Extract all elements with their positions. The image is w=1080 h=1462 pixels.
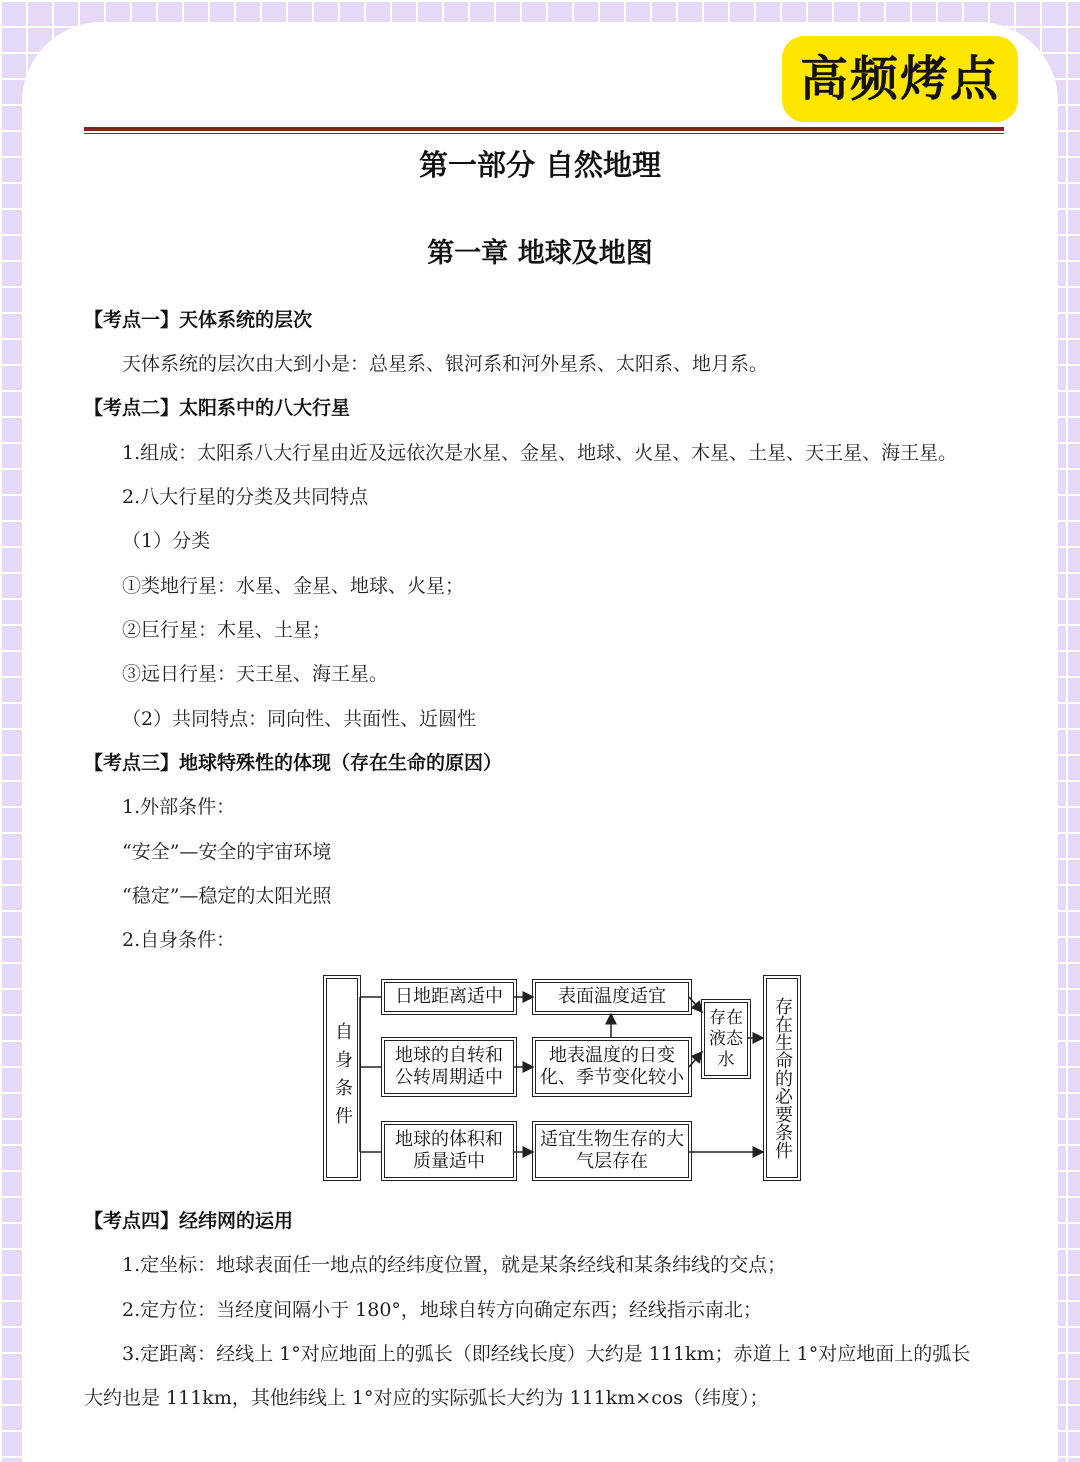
liquid-water-box	[704, 1002, 748, 1076]
rotation-period-box	[384, 1040, 514, 1094]
atmosphere-box	[535, 1124, 689, 1178]
life-conditions-label: 存在生命的必要条件	[772, 997, 793, 1159]
sun-distance-label: 日地距离适中	[395, 986, 503, 1007]
section2-item: ②巨行星：木星、土星；	[122, 619, 332, 641]
section2-item: ①类地行星：水星、金星、地球、火星；	[122, 575, 465, 597]
section2-item: 2.八大行星的分类及共同特点	[122, 486, 369, 508]
section2-heading: 【考点二】太阳系中的八大行星	[84, 397, 351, 419]
section1-heading: 【考点一】天体系统的层次	[84, 309, 313, 331]
section4-heading: 【考点四】经纬网的运用	[84, 1210, 294, 1232]
section3-heading: 【考点三】地球特殊性的体现（存在生命的原因）	[84, 752, 503, 774]
section4-item: 2.定方位：当经度间隔小于 180°，地球自转方向确定东西；经线指示南北；	[122, 1299, 762, 1321]
volume-mass-box	[384, 1124, 514, 1178]
atmosphere-label: 适宜生物生存的大气层存在	[540, 1129, 684, 1172]
temp-variation-label: 地表温度的日变化、季节变化较小	[540, 1045, 684, 1088]
rotation-period-label: 地球的自转和公转周期适中	[395, 1045, 503, 1088]
section2-item: ③远日行星：天王星、海王星。	[122, 663, 389, 685]
section2-item: 1.组成：太阳系八大行星由近及远依次是水星、金星、地球、火星、木星、土星、天王星、海王星。	[122, 442, 958, 464]
self-conditions-box	[326, 978, 358, 1178]
life-conditions-box	[766, 978, 798, 1178]
section2-item: （1）分类	[122, 530, 211, 552]
liquid-water-label: 存在液态水	[709, 1007, 743, 1070]
section3-item: 1.外部条件：	[122, 796, 236, 818]
surface-temp-box	[535, 982, 689, 1012]
section2-item: （2）共同特点：同向性、共面性、近圆性	[122, 708, 477, 730]
sun-distance-box	[384, 982, 514, 1012]
header-rule	[84, 127, 1004, 131]
section3-item: “安全”—安全的宇宙环境	[122, 841, 332, 863]
header-rule-thin	[84, 133, 1004, 134]
section3-item: “稳定”—稳定的太阳光照	[122, 885, 332, 907]
chapter-title: 第一章 地球及地图	[427, 238, 653, 269]
temp-variation-box	[535, 1040, 689, 1094]
self-conditions-label: 自身条件	[332, 1022, 353, 1134]
section4-item: 3.定距离：经线上 1°对应地面上的弧长（即经线长度）大约是 111km；赤道上 1°对应地面上的弧长	[122, 1343, 971, 1365]
surface-temp-label: 表面温度适宜	[558, 986, 666, 1007]
section1-text: 天体系统的层次由大到小是：总星系、银河系和河外星系、太阳系、地月系。	[122, 353, 769, 375]
section4-item: 1.定坐标：地球表面任一地点的经纬度位置，就是某条经线和某条纬线的交点；	[122, 1254, 787, 1276]
volume-mass-label: 地球的体积和质量适中	[395, 1129, 503, 1172]
section3-item: 2.自身条件：	[122, 929, 236, 951]
part-title: 第一部分 自然地理	[418, 148, 662, 182]
section4-item: 大约也是 111km，其他纬线上 1°对应的实际弧长大约为 111km×cos（纬度）；	[84, 1387, 769, 1409]
life-conditions-diagram	[320, 972, 810, 1188]
badge-high-frequency: 高频烤点	[782, 36, 1018, 122]
